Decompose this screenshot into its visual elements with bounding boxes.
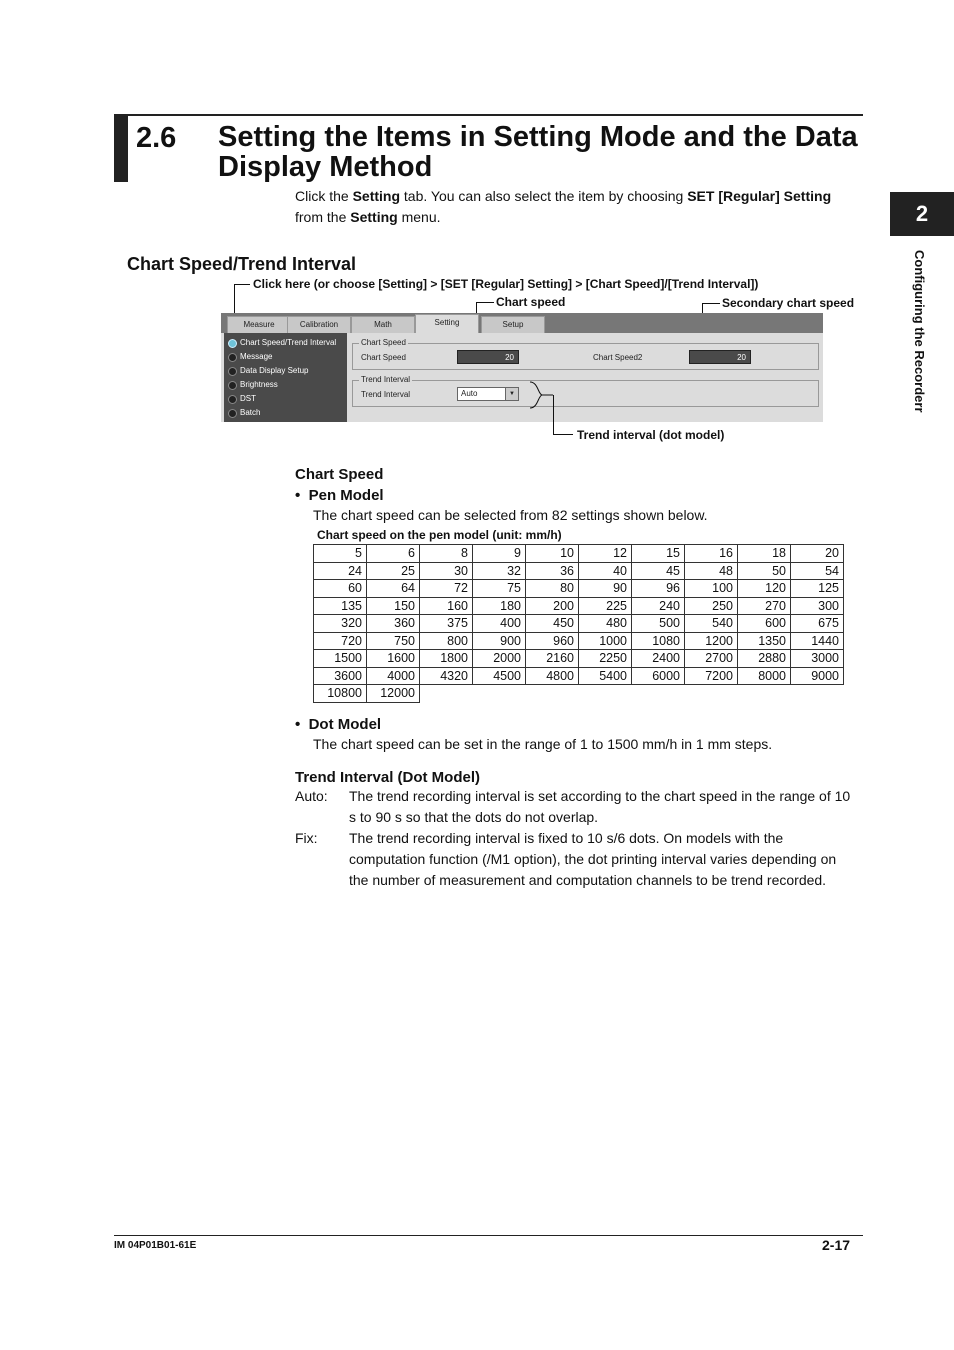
- table-cell: 4320: [420, 667, 473, 685]
- footer-rule: [114, 1235, 863, 1236]
- table-cell: 15: [632, 545, 685, 563]
- table-cell: 9000: [791, 667, 844, 685]
- table-cell: 250: [685, 597, 738, 615]
- table-cell: 125: [791, 580, 844, 598]
- annotation-click-here: Click here (or choose [Setting] > [SET [Regular] Setting] > [Chart Speed]/[Trend Interval]): [253, 277, 759, 291]
- nav-item-message[interactable]: Message: [228, 350, 272, 364]
- nav-item-brightness[interactable]: Brightness: [228, 378, 278, 392]
- table-cell: 1200: [685, 632, 738, 650]
- tab-setup[interactable]: Setup: [481, 316, 545, 333]
- table-cell: 60: [314, 580, 367, 598]
- table-cell: 160: [420, 597, 473, 615]
- table-cell: 12000: [367, 685, 420, 703]
- annotation-chart-speed: Chart speed: [496, 295, 566, 309]
- radio-icon: [228, 367, 237, 376]
- table-cell: 270: [738, 597, 791, 615]
- table-cell: 120: [738, 580, 791, 598]
- table-cell: 240: [632, 597, 685, 615]
- table-cell: 80: [526, 580, 579, 598]
- table-cell: 6000: [632, 667, 685, 685]
- empty-cell: [473, 685, 526, 703]
- nav-item-chart-speed[interactable]: Chart Speed/Trend Interval: [228, 336, 336, 350]
- table-cell: 675: [791, 615, 844, 633]
- table-cell: 150: [367, 597, 420, 615]
- empty-cell: [791, 685, 844, 703]
- auto-definition: Auto: The trend recording interval is set according to the chart speed in the range of 10 s to 90 s so that the dots do not overlap.: [295, 788, 851, 825]
- empty-cell: [526, 685, 579, 703]
- empty-cell: [579, 685, 632, 703]
- empty-cell: [685, 685, 738, 703]
- leader-line: [702, 303, 720, 304]
- trend-interval-group: Trend Interval Trend Interval Auto ▼: [352, 380, 819, 407]
- leader-line: [553, 434, 573, 435]
- table-cell: 2400: [632, 650, 685, 668]
- table-cell: 1000: [579, 632, 632, 650]
- leader-line: [234, 284, 250, 285]
- table-cell: 1600: [367, 650, 420, 668]
- nav-item-data-display[interactable]: Data Display Setup: [228, 364, 308, 378]
- table-cell: 3600: [314, 667, 367, 685]
- table-cell: 360: [367, 615, 420, 633]
- table-cell: 5: [314, 545, 367, 563]
- table-cell: 16: [685, 545, 738, 563]
- table-cell: 320: [314, 615, 367, 633]
- table-row: [314, 667, 844, 685]
- pen-model-bullet: • Pen Model: [295, 487, 384, 504]
- dot-model-bullet: • Dot Model: [295, 716, 382, 733]
- trend-interval-heading: Trend Interval (Dot Model): [295, 769, 481, 786]
- tab-measure[interactable]: Measure: [227, 316, 291, 333]
- table-cell: 18: [738, 545, 791, 563]
- table-cell: 54: [791, 562, 844, 580]
- table-cell: 960: [526, 632, 579, 650]
- table-cell: 32: [473, 562, 526, 580]
- table-cell: 75: [473, 580, 526, 598]
- nav-item-batch[interactable]: Batch: [228, 406, 260, 420]
- table-cell: 400: [473, 615, 526, 633]
- table-cell: 10800: [314, 685, 367, 703]
- table-cell: 200: [526, 597, 579, 615]
- table-cell: 1440: [791, 632, 844, 650]
- document-id: IM 04P01B01-61E: [114, 1240, 197, 1251]
- table-row: [314, 615, 844, 633]
- empty-cell: [420, 685, 473, 703]
- table-cell: 72: [420, 580, 473, 598]
- chapter-title: Configuring the Recorderr: [912, 250, 927, 413]
- navigation-pane: [224, 333, 347, 422]
- trend-interval-select[interactable]: Auto ▼: [457, 387, 519, 401]
- table-cell: 450: [526, 615, 579, 633]
- radio-icon: [228, 409, 237, 418]
- nav-item-dst[interactable]: DST: [228, 392, 256, 406]
- tab-calibration[interactable]: Calibration: [287, 316, 351, 333]
- table-cell: 1350: [738, 632, 791, 650]
- leader-line: [476, 302, 494, 303]
- annotation-secondary-chart-speed: Secondary chart speed: [722, 296, 855, 310]
- chart-speed-table: [313, 544, 844, 703]
- fix-definition: Fix: The trend recording interval is fixed to 10 s/6 dots. On models with the computation function (/M1 option), the dot printing interval varies depending on the number of measurement and computation channels to be trend recorded.: [295, 830, 837, 888]
- radio-icon: [228, 353, 237, 362]
- table-cell: 8: [420, 545, 473, 563]
- intro-text: Click the Setting tab. You can also select the item by choosing SET [Regular] Setting from the Setting menu.: [295, 188, 832, 225]
- table-cell: 50: [738, 562, 791, 580]
- table-cell: 40: [579, 562, 632, 580]
- radio-icon: [228, 381, 237, 390]
- chart-speed-heading: Chart Speed: [295, 466, 384, 483]
- header-rule: [114, 114, 863, 116]
- empty-cell: [632, 685, 685, 703]
- table-row: [314, 597, 844, 615]
- radio-selected-icon: [228, 339, 237, 348]
- table-row: [314, 562, 844, 580]
- table-cell: 8000: [738, 667, 791, 685]
- table-cell: 6: [367, 545, 420, 563]
- table-cell: 36: [526, 562, 579, 580]
- table-cell: 2700: [685, 650, 738, 668]
- table-cell: 1800: [420, 650, 473, 668]
- table-cell: 20: [791, 545, 844, 563]
- table-cell: 720: [314, 632, 367, 650]
- table-cell: 300: [791, 597, 844, 615]
- chart-speed-group: Chart Speed Chart Speed 20 Chart Speed2 20: [352, 343, 819, 370]
- table-cell: 96: [632, 580, 685, 598]
- chapter-tab: 2: [890, 192, 954, 236]
- table-cell: 100: [685, 580, 738, 598]
- table-cell: 750: [367, 632, 420, 650]
- table-cell: 10: [526, 545, 579, 563]
- pen-model-text: The chart speed can be selected from 82 settings shown below.: [313, 507, 708, 523]
- table-cell: 12: [579, 545, 632, 563]
- table-cell: 90: [579, 580, 632, 598]
- table-cell: 1080: [632, 632, 685, 650]
- table-cell: 375: [420, 615, 473, 633]
- table-cell: 5400: [579, 667, 632, 685]
- subsection-title: Chart Speed/Trend Interval: [127, 254, 357, 274]
- table-cell: 2160: [526, 650, 579, 668]
- table-row: [314, 650, 844, 668]
- table-cell: 600: [738, 615, 791, 633]
- table-cell: 135: [314, 597, 367, 615]
- table-cell: 3000: [791, 650, 844, 668]
- section-number: 2.6: [136, 122, 177, 154]
- software-screenshot: [221, 313, 823, 422]
- annotation-trend-interval: Trend interval (dot model): [577, 428, 725, 442]
- table-cell: 4800: [526, 667, 579, 685]
- table-cell: 225: [579, 597, 632, 615]
- table-cell: 1500: [314, 650, 367, 668]
- table-cell: 4000: [367, 667, 420, 685]
- table-cell: 64: [367, 580, 420, 598]
- table-cell: 9: [473, 545, 526, 563]
- table-cell: 180: [473, 597, 526, 615]
- chart-speed-field[interactable]: 20: [457, 350, 519, 364]
- page-number: 2-17: [822, 1237, 851, 1253]
- dot-model-text: The chart speed can be set in the range of 1 to 1500 mm/h in 1 mm steps.: [313, 736, 773, 752]
- tab-bar: [221, 313, 823, 333]
- leader-line: [553, 395, 554, 435]
- table-cell: 25: [367, 562, 420, 580]
- table-cell: 2880: [738, 650, 791, 668]
- table-cell: 7200: [685, 667, 738, 685]
- tab-setting[interactable]: Setting: [415, 314, 479, 333]
- section-bar: [114, 114, 128, 182]
- table-cell: 30: [420, 562, 473, 580]
- empty-cell: [738, 685, 791, 703]
- table-cell: 45: [632, 562, 685, 580]
- table-cell: 2250: [579, 650, 632, 668]
- table-row: [314, 685, 844, 703]
- dropdown-arrow-icon: ▼: [505, 388, 518, 400]
- table-cell: 500: [632, 615, 685, 633]
- tab-math[interactable]: Math: [351, 316, 415, 333]
- table-row: [314, 545, 844, 563]
- table-cell: 48: [685, 562, 738, 580]
- table-row: [314, 580, 844, 598]
- table-cell: 900: [473, 632, 526, 650]
- table-cell: 24: [314, 562, 367, 580]
- table-row: [314, 632, 844, 650]
- table-cell: 540: [685, 615, 738, 633]
- table-cell: 800: [420, 632, 473, 650]
- section-title: Setting the Items in Setting Mode and the Data Display Method: [218, 121, 858, 183]
- table-caption: Chart speed on the pen model (unit: mm/h): [317, 528, 562, 542]
- table-cell: 2000: [473, 650, 526, 668]
- table-cell: 480: [579, 615, 632, 633]
- chart-speed2-field[interactable]: 20: [689, 350, 751, 364]
- radio-icon: [228, 395, 237, 404]
- table-cell: 4500: [473, 667, 526, 685]
